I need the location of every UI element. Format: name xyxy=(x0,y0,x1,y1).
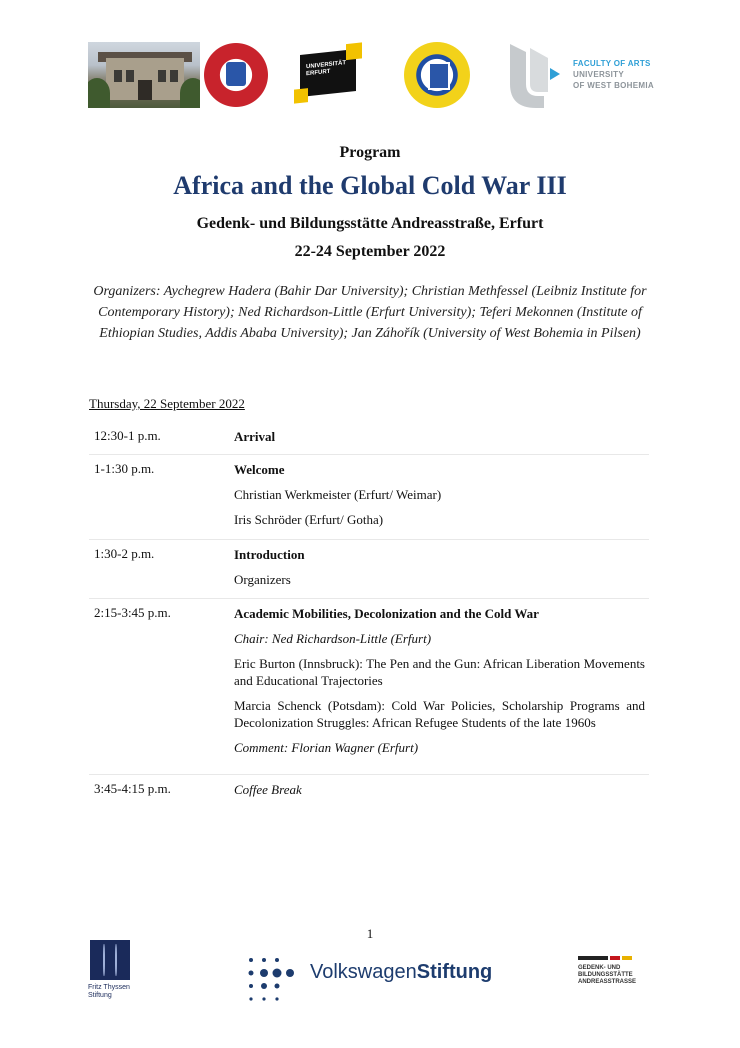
memorial-logo-text: GEDENK- UND BILDUNGSSTÄTTE ANDREASSTRASSE xyxy=(578,965,637,985)
session-comment: Comment: Florian Wagner (Erfurt) xyxy=(234,740,419,755)
speaker: Organizers xyxy=(234,572,291,587)
session-title: Introduction xyxy=(234,547,305,562)
session-time: 3:45-4:15 p.m. xyxy=(94,781,171,796)
uwb-logo-text: FACULTY OF ARTS UNIVERSITY OF WEST BOHEMIA xyxy=(573,59,654,90)
volkswagen-stiftung-dots-icon xyxy=(246,955,296,1005)
session-title: Coffee Break xyxy=(234,782,302,797)
divider xyxy=(89,774,649,775)
session-time: 12:30-1 p.m. xyxy=(94,428,161,443)
dates: 22-24 September 2022 xyxy=(294,243,446,260)
divider xyxy=(89,539,649,540)
session-chair: Chair: Ned Richardson-Little (Erfurt) xyxy=(234,631,432,646)
day-heading: Thursday, 22 September 2022 xyxy=(89,396,245,411)
divider xyxy=(89,454,649,455)
bahir-dar-university-seal xyxy=(203,42,269,108)
speaker: Christian Werkmeister (Erfurt/ Weimar) xyxy=(234,487,442,502)
organizers: Organizers: Aychegrew Hadera (Bahir Dar University); Christian Methfessel (Leibniz Institute for Contemporary History); Ned Richardson-Little (Erfurt University); Teferi Mekonnen (Institute of Ethiopian Studies, Addis Ababa University); Jan Záhořík (University of West Bohemia in Pilsen) xyxy=(93,284,647,341)
divider xyxy=(89,598,649,599)
memorial-logo-stripe xyxy=(578,956,632,960)
session-title: Welcome xyxy=(234,462,285,477)
venue: Gedenk- und Bildungsstätte Andreasstraße, Erfurt xyxy=(196,215,544,232)
building-photo xyxy=(88,42,200,108)
page-number: 1 xyxy=(366,926,374,941)
paper: Eric Burton (Innsbruck): The Pen and the Gun: African Liberation Movements and Educational Trajectories xyxy=(234,656,645,688)
uwb-logo-mark xyxy=(510,44,560,108)
session-time: 2:15-3:45 p.m. xyxy=(94,605,171,620)
erfurt-university-logo: UNIVERSITÄT ERFURT xyxy=(300,49,356,97)
volkswagen-stiftung-wordmark: VolkswagenStiftung xyxy=(310,961,493,983)
conference-title: Africa and the Global Cold War III xyxy=(173,171,567,200)
speaker: Iris Schröder (Erfurt/ Gotha) xyxy=(234,512,384,527)
session-title: Academic Mobilities, Decolonization and the Cold War xyxy=(234,606,539,621)
session-time: 1:30-2 p.m. xyxy=(94,546,155,561)
fritz-thyssen-logo xyxy=(90,940,130,980)
addis-ababa-university-seal xyxy=(404,42,470,108)
program-label: Program xyxy=(339,144,401,161)
session-title: Arrival xyxy=(234,429,276,444)
session-time: 1-1:30 p.m. xyxy=(94,461,155,476)
paper: Marcia Schenck (Potsdam): Cold War Policies, Scholarship Programs and Decolonization Struggles: African Refugee Students of the late 1960s xyxy=(234,698,645,730)
fritz-thyssen-text: Fritz Thyssen Stiftung xyxy=(88,984,130,999)
